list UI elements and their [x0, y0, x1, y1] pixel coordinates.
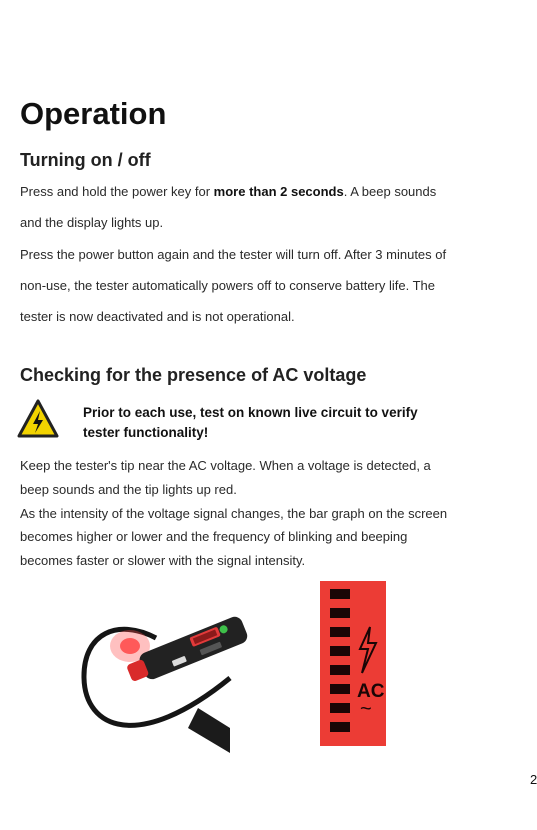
page-number: 2 — [530, 772, 537, 787]
ac-wave-icon: ~ — [360, 698, 372, 720]
paragraph-line: As the intensity of the voltage signal changes, the bar graph on the screen — [20, 506, 448, 521]
warning-triangle-icon — [16, 398, 60, 440]
paragraph-line: Press and hold the power key for more than 2 seconds. A beep sounds — [20, 184, 437, 199]
page-title: Operation — [20, 96, 167, 131]
paragraph-line: tester is now deactivated and is not operational. — [20, 309, 295, 324]
section-heading-turning: Turning on / off — [20, 150, 151, 170]
paragraph-line: Press the power button again and the tester will turn off. After 3 minutes of — [20, 247, 447, 262]
section-heading-ac-voltage: Checking for the presence of AC voltage — [20, 365, 367, 385]
paragraph-line: Keep the tester's tip near the AC voltage. When a voltage is detected, a — [20, 458, 431, 473]
bar-graph-display — [320, 581, 386, 746]
paragraph-line: becomes higher or lower and the frequency of blinking and beeping — [20, 529, 408, 544]
paragraph-line: non-use, the tester automatically powers off to conserve battery life. The — [20, 278, 436, 293]
paragraph-line: beep sounds and the tip lights up red. — [20, 482, 237, 497]
warning-text: Prior to each use, test on known live circuit to verify tester functionality! — [83, 405, 418, 440]
ac-label: AC — [357, 681, 385, 702]
tester-photo — [78, 578, 230, 753]
paragraph-line: and the display lights up. — [20, 215, 164, 230]
emphasis-text: more than 2 seconds — [213, 184, 344, 199]
paragraph-line: becomes faster or slower with the signal intensity. — [20, 553, 306, 568]
